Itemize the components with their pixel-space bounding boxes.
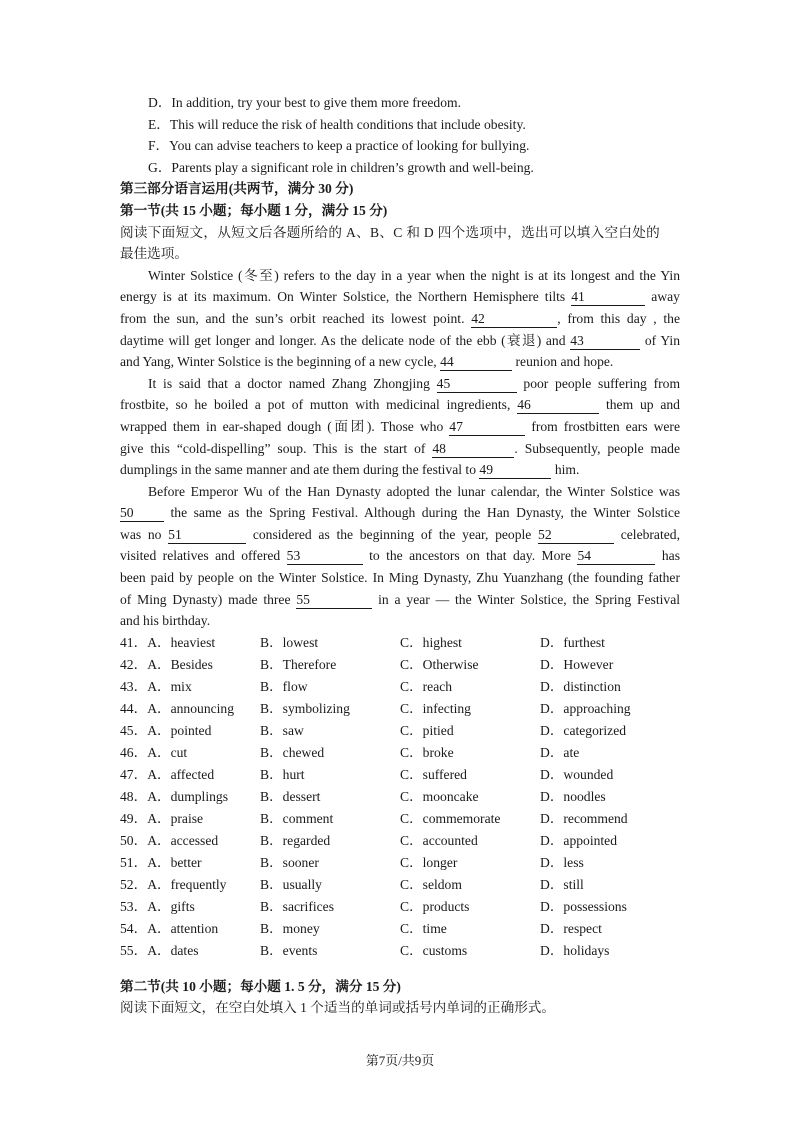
p1-text: of Yin	[644, 332, 680, 348]
p1-text: and Yang, Winter Solstice is the beginning of a new cycle,	[120, 354, 437, 370]
option-c: C．broke	[400, 744, 454, 760]
option-cell	[120, 720, 260, 742]
option-b: B．comment	[260, 810, 334, 826]
option-cell	[540, 940, 680, 962]
option-c: C．seldom	[400, 876, 462, 892]
p2-text: wrapped them in ear-shaped dough (面团). Those who	[120, 418, 444, 434]
option-cell	[540, 896, 680, 918]
p3-text: considered as the beginning of the year, people	[252, 526, 532, 542]
option-cell	[260, 632, 400, 654]
question-number: 44．	[120, 700, 148, 716]
option-cell	[260, 874, 400, 896]
blank-55: 55	[296, 591, 372, 609]
p1-text: , from this day , the	[557, 310, 680, 326]
option-cell	[400, 918, 540, 940]
option-a: A．pointed	[147, 722, 212, 738]
p3-text: was no	[120, 526, 162, 542]
option-cell	[120, 764, 260, 786]
option-b: B．symbolizing	[260, 700, 350, 716]
option-d: D．possessions	[540, 898, 627, 914]
option-cell	[120, 896, 260, 918]
option-cell	[400, 940, 540, 962]
option-d: D．less	[540, 854, 584, 870]
option-c: C．mooncake	[400, 788, 479, 804]
blank-43: 43	[570, 332, 640, 350]
part3-title: 第三部分语言运用(共两节，满分 30 分)	[120, 181, 354, 197]
p2-text: give this “cold-dispelling” soup. This is the start of	[120, 440, 426, 456]
option-b: B．money	[260, 920, 320, 936]
option-f: F．You can advise teachers to keep a practice of looking for bullying.	[148, 138, 530, 154]
option-b: B．sooner	[260, 854, 319, 870]
p2-text: frostbite, so he boiled a pot of mutton with medicinal ingredients,	[120, 397, 511, 413]
question-row	[120, 676, 680, 698]
question-row	[120, 720, 680, 742]
p3-line2	[120, 502, 680, 524]
option-cell	[400, 786, 540, 808]
p3-text: of Ming Dynasty) made three	[120, 591, 291, 607]
p3-line1: Before Emperor Wu of the Han Dynasty adopted the lunar calendar, the Winter Solstice was	[148, 483, 680, 499]
option-cell	[540, 764, 680, 786]
option-cell	[540, 632, 680, 654]
option-d: D．recommend	[540, 810, 628, 826]
option-cell	[540, 654, 680, 676]
option-cell	[400, 808, 540, 830]
option-cell	[400, 830, 540, 852]
question-number: 46．	[120, 744, 148, 760]
option-c: C．highest	[400, 634, 462, 650]
p1-text: energy is at its maximum. On Winter Solstice, the Northern Hemisphere tilts	[120, 289, 566, 305]
option-a: A．affected	[147, 766, 215, 782]
blank-49: 49	[479, 461, 551, 479]
option-b: B．sacrifices	[260, 898, 334, 914]
option-c: C．customs	[400, 942, 468, 958]
blank-46: 46	[517, 396, 599, 414]
option-c: C．suffered	[400, 766, 467, 782]
option-c: C．products	[400, 898, 470, 914]
question-row	[120, 764, 680, 786]
option-cell	[260, 852, 400, 874]
blank-47: 47	[449, 418, 525, 436]
option-b: B．hurt	[260, 766, 305, 782]
option-cell	[540, 698, 680, 720]
option-cell	[260, 764, 400, 786]
option-b: B．chewed	[260, 744, 325, 760]
p3-line4	[120, 545, 680, 567]
p2-line3	[120, 416, 680, 438]
option-cell	[120, 830, 260, 852]
option-cell	[120, 632, 260, 654]
previous-options	[120, 92, 680, 178]
blank-50: 50	[120, 504, 164, 522]
p2-text: dumplings in the same manner and ate them during the festival to	[120, 462, 476, 478]
option-cell	[540, 918, 680, 940]
blank-42: 42	[471, 310, 557, 328]
blank-45: 45	[437, 375, 517, 393]
question-row	[120, 874, 680, 896]
option-c: C．commemorate	[400, 810, 501, 826]
blank-52: 52	[538, 526, 614, 544]
option-cell	[120, 852, 260, 874]
option-c: C．pitied	[400, 722, 454, 738]
option-cell	[540, 742, 680, 764]
option-cell	[120, 786, 260, 808]
option-c: C．accounted	[400, 832, 478, 848]
blank-53: 53	[287, 547, 363, 565]
option-e: E．This will reduce the risk of health conditions that include obesity.	[148, 116, 526, 132]
option-cell	[400, 764, 540, 786]
question-row	[120, 632, 680, 654]
p3-line6	[120, 589, 680, 611]
p2-text: It is said that a doctor named Zhang Zhongjing	[148, 375, 430, 391]
p1-text: from the sun, and the sun’s orbit reached its lowest point.	[120, 310, 465, 326]
p2-line4	[120, 438, 680, 460]
option-cell	[260, 676, 400, 698]
p2-text: from frostbitten ears were	[531, 418, 680, 434]
question-number: 53．	[120, 898, 148, 914]
option-b: B．usually	[260, 876, 322, 892]
exam-page	[120, 92, 680, 1019]
option-cell	[400, 676, 540, 698]
option-a: A．accessed	[147, 832, 219, 848]
option-cell	[120, 918, 260, 940]
option-cell	[120, 676, 260, 698]
question-number: 50．	[120, 832, 148, 848]
option-d: D．holidays	[540, 942, 610, 958]
option-cell	[120, 940, 260, 962]
option-d: D．wounded	[540, 766, 614, 782]
option-b: B．regarded	[260, 832, 331, 848]
option-c: C．time	[400, 920, 447, 936]
question-number: 42．	[120, 656, 148, 672]
option-cell	[120, 742, 260, 764]
p2-text: poor people suffering from	[523, 375, 680, 391]
option-cell	[260, 808, 400, 830]
p3-text: celebrated,	[620, 526, 680, 542]
question-row	[120, 852, 680, 874]
option-a: A．cut	[147, 744, 188, 760]
option-cell	[260, 786, 400, 808]
option-d: D．However	[540, 656, 614, 672]
question-row	[120, 786, 680, 808]
blank-51: 51	[168, 526, 246, 544]
question-row	[120, 830, 680, 852]
passage	[120, 265, 680, 632]
p3-line3	[120, 524, 680, 546]
option-d: D．In addition, try your best to give them more freedom.	[148, 95, 461, 110]
section1-title: 第一节(共 15 小题；每小题 1 分，满分 15 分)	[120, 202, 388, 218]
question-number: 52．	[120, 876, 148, 892]
option-cell	[120, 698, 260, 720]
option-cell	[260, 742, 400, 764]
question-number: 43．	[120, 678, 148, 694]
section2-title: 第二节(共 10 小题；每小题 1. 5 分，满分 15 分)	[120, 978, 401, 994]
question-row	[120, 698, 680, 720]
p3-text: visited relatives and offered	[120, 548, 281, 564]
p1-line5	[120, 351, 680, 373]
p2-text: . Subsequently, people made	[514, 440, 680, 456]
option-cell	[260, 654, 400, 676]
p3-line5: been paid by people on the Winter Solstice. In Ming Dynasty, Zhu Yuanzhang (the founding father	[120, 570, 680, 586]
p1-line4	[120, 330, 680, 352]
p2-line2	[120, 394, 680, 416]
question-row	[120, 808, 680, 830]
option-a: A．mix	[147, 678, 192, 694]
option-cell	[540, 830, 680, 852]
option-cell	[400, 698, 540, 720]
question-number: 49．	[120, 810, 148, 826]
section1-instruction-line1: 阅读下面短文，从短文后各题所给的 A、B、C 和 D 四个选项中，选出可以填入空白处的	[120, 224, 661, 240]
option-d: D．appointed	[540, 832, 618, 848]
option-cell	[400, 742, 540, 764]
option-d: D．still	[540, 876, 584, 892]
option-cell	[540, 808, 680, 830]
option-a: A．dumplings	[147, 788, 228, 804]
option-cell	[400, 896, 540, 918]
option-b: B．lowest	[260, 634, 319, 650]
question-row	[120, 742, 680, 764]
p3-text: to the ancestors on that day. More	[369, 548, 571, 564]
option-d: D．noodles	[540, 788, 606, 804]
option-d: D．ate	[540, 744, 580, 760]
option-a: A．announcing	[147, 700, 235, 716]
option-cell	[400, 632, 540, 654]
option-cell	[120, 808, 260, 830]
option-a: A．gifts	[147, 898, 195, 914]
option-d: D．approaching	[540, 700, 631, 716]
p1-line2	[120, 286, 680, 308]
question-row	[120, 896, 680, 918]
p1-text: daytime will get longer and longer. As the delicate node of the ebb (衰退) and	[120, 332, 566, 348]
option-cell	[540, 874, 680, 896]
option-c: C．longer	[400, 854, 458, 870]
p2-text: them up and	[605, 397, 680, 413]
option-cell	[260, 720, 400, 742]
option-cell	[120, 654, 260, 676]
option-cell	[400, 654, 540, 676]
p1-text: reunion and hope.	[515, 354, 614, 370]
option-cell	[260, 698, 400, 720]
option-cell	[540, 720, 680, 742]
option-d: D．categorized	[540, 722, 627, 738]
p2-line5	[120, 459, 680, 481]
question-number: 54．	[120, 920, 148, 936]
question-number: 41．	[120, 634, 148, 650]
option-d: D．furthest	[540, 634, 605, 650]
p1-text: away	[651, 289, 680, 305]
option-d: D．distinction	[540, 678, 621, 694]
option-a: A．heaviest	[147, 634, 216, 650]
option-a: A．attention	[147, 920, 219, 936]
question-row	[120, 940, 680, 962]
p3-text: the same as the Spring Festival. Although during the Han Dynasty, the Winter Solstice	[170, 505, 680, 521]
p2-text: him.	[554, 462, 580, 478]
option-cell	[120, 874, 260, 896]
option-cell	[540, 786, 680, 808]
p2-line1	[120, 373, 680, 395]
option-cell	[260, 830, 400, 852]
question-number: 45．	[120, 722, 148, 738]
option-a: A．better	[147, 854, 202, 870]
p3-text: has	[661, 548, 680, 564]
option-g: G．Parents play a significant role in children’s growth and well-being.	[148, 159, 534, 175]
option-a: A．frequently	[147, 876, 227, 892]
option-d: D．respect	[540, 920, 602, 936]
option-c: C．Otherwise	[400, 656, 479, 672]
option-cell	[400, 874, 540, 896]
question-number: 55．	[120, 942, 148, 958]
option-cell	[260, 940, 400, 962]
option-a: A．dates	[147, 942, 199, 958]
question-number: 48．	[120, 788, 148, 804]
option-cell	[260, 918, 400, 940]
section1-instruction-line2: 最佳选项。	[120, 246, 188, 262]
page-footer: 第7页/共9页	[365, 1053, 435, 1068]
p1-line1: Winter Solstice (冬至) refers to the day in a year when the night is at its longest and the Yin	[148, 267, 680, 283]
blank-48: 48	[432, 440, 514, 458]
option-a: A．praise	[147, 810, 204, 826]
option-cell	[540, 676, 680, 698]
blank-54: 54	[577, 547, 655, 565]
option-b: B．Therefore	[260, 656, 337, 672]
option-cell	[400, 720, 540, 742]
option-b: B．events	[260, 942, 318, 958]
question-number: 47．	[120, 766, 148, 782]
question-row	[120, 918, 680, 940]
p3-text: in a year — the Winter Solstice, the Spring Festival	[378, 591, 680, 607]
section2-instruction: 阅读下面短文，在空白处填入 1 个适当的单词或括号内单词的正确形式。	[120, 1000, 555, 1016]
p1-line3	[120, 308, 680, 330]
option-cell	[260, 896, 400, 918]
option-cell	[400, 852, 540, 874]
p3-line7: and his birthday.	[120, 613, 211, 629]
option-a: A．Besides	[147, 656, 213, 672]
blank-41: 41	[571, 288, 645, 306]
option-c: C．reach	[400, 678, 453, 694]
question-number: 51．	[120, 854, 148, 870]
option-b: B．saw	[260, 722, 304, 738]
blank-44: 44	[440, 353, 512, 371]
option-cell	[540, 852, 680, 874]
option-b: B．flow	[260, 678, 308, 694]
option-c: C．infecting	[400, 700, 471, 716]
option-b: B．dessert	[260, 788, 321, 804]
options-table	[120, 632, 680, 962]
question-row	[120, 654, 680, 676]
